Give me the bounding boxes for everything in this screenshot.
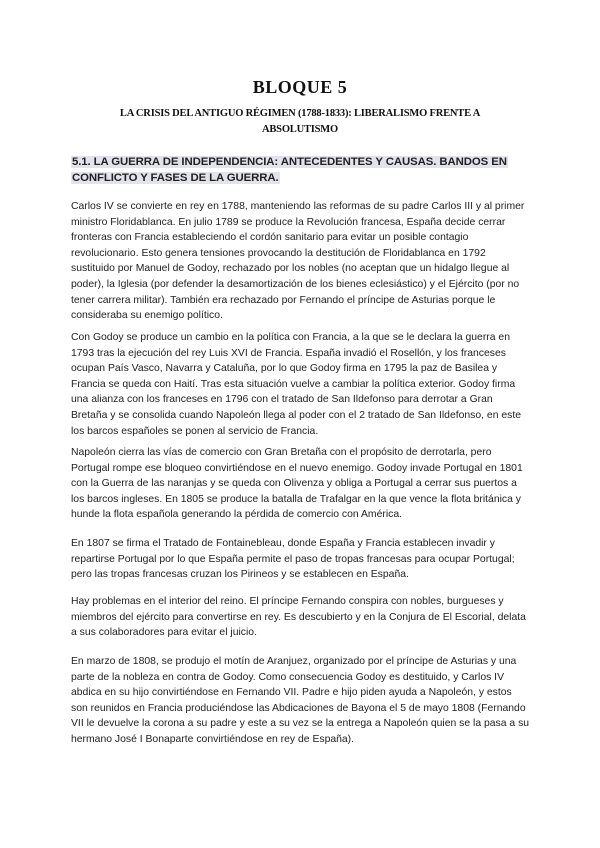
page-subtitle: LA CRISIS DEL ANTIGUO RÉGIMEN (1788-1833): LIBERALISMO FRENTE A ABSOLUTISMO	[119, 108, 481, 135]
section-heading-text: 5.1. LA GUERRA DE INDEPENDENCIA: ANTECEDENTES Y CAUSAS. BANDOS EN CONFLICTO Y FASES DE LA GUERRA.	[72, 156, 507, 184]
paragraph-2: Con Godoy se produce un cambio en la política con Francia, a la que se le declara la guerra en 1793 tras la ejecución del rey Luis XVI de Francia. España invadió el Rosellón, y los franceses ocupan País Vasco, Navarra y Cataluña, por lo que Godoy firma en 1795 la paz de Basilea y Francia se queda con Haití. Tras esta situación vuelve a cambiar la política exterior. Godoy firma una alianza con los franceses en 1796 con el tratado de San Ildefonso para derrotar a Gran Bretaña y se consolida cuando Napoleón llega al poder con el 2 tratado de San Ildefonso, en este los barcos españoles se ponen al servicio de Francia.	[71, 332, 521, 437]
paragraph-5: Hay problemas en el interior del reino. El príncipe Fernando conspira con nobles, burgueses y miembros del ejército para convertirse en rey. Es descubierto y en la Conjura de El Escorial, delata a sus colaboradores para evitar el juicio.	[71, 596, 526, 639]
section-heading	[71, 155, 531, 186]
paragraph-1: Carlos IV se convierte en rey en 1788, manteniendo las reformas de su padre Carlos III y al primer ministro Floridablanca. En julio 1789 se produce la Revolución francesa, España decide cerrar fronteras con Francia estableciendo el cordón sanitario para evitar un posible contagio revolucionario. Esto genera tensiones provocando la destitución de Floridablanca en 1792 sustituido por Manuel de Godoy, rechazado por los nobles (no aceptan que un hidalgo llegue al poder), la Iglesia (por defender la desamortización de los bienes eclesiástico) y el Ejército (por no tener carrera militar). También era rechazado por Fernando el príncipe de Asturias porque le consideraba su enemigo político.	[71, 201, 525, 322]
paragraph-4: En 1807 se firma el Tratado de Fontainebleau, donde España y Francia establecen invadir y repartirse Portugal por lo que España permite el paso de tropas francesas para ocupar Portugal; pero las tropas francesas cruzan los Pirineos y se establecen en España.	[71, 538, 515, 581]
paragraph-3: Napoleón cierra las vías de comercio con Gran Bretaña con el propósito de derrotarla, pero Portugal rompe ese bloqueo convirtiéndose en el nuevo enemigo. Godoy invade Portugal en 1801 con la Guerra de las naranjas y se queda con Olivenza y obliga a Portugal a cerrar sus puertos a los barcos ingleses. En 1805 se produce la batalla de Trafalgar en la que vence la flota británica y hunde la flota española generando la pérdida de comercio con América.	[71, 447, 523, 521]
paragraph-6: En marzo de 1808, se produjo el motín de Aranjuez, organizado por el príncipe de Asturias y una parte de la nobleza en contra de Godoy. Como consecuencia Godoy es destituido, y Carlos IV abdica en su hijo convirtiéndose en Fernando VII. Padre e hijo piden ayuda a Napoleón, y estos son reunidos en Francia produciéndose las Abdicaciones de Bayona el 5 de mayo 1808 (Fernando VII le devuelve la corona a su padre y este a su vez se la entrega a Napoleón quien se la pasa a su hermano José I Bonaparte convirtiéndose en rey de España).	[71, 656, 530, 745]
page-title: BLOQUE 5	[252, 77, 348, 97]
